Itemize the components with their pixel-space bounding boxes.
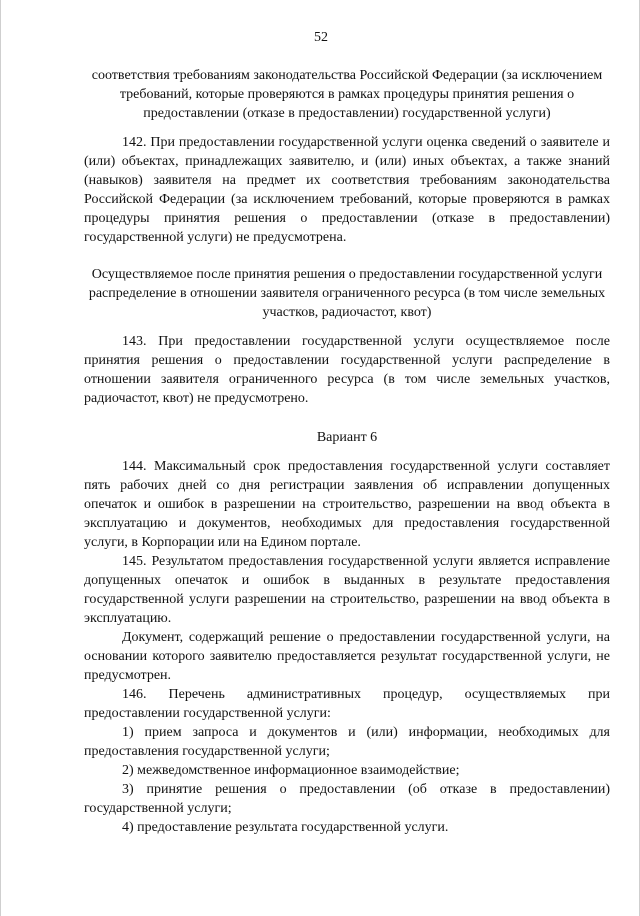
list-item-4: 4) предоставление результата государственной услуги. bbox=[122, 820, 449, 835]
list-item-2: 2) межведомственное информационное взаимодействие; bbox=[122, 763, 460, 778]
list-item-3: 3) принятие решения о предоставлении (об отказе в предоставлении) государственной услуги; bbox=[84, 782, 610, 816]
paragraph-142: 142. При предоставлении государственной услуги оценка сведений о заявителе и (или) объектах, принадлежащих заявителю, и (или) иных объектах, а также знаний (навыков) заявителя на предмет их соответствия требованиям законодательства Российской Федерации (за исключением требований, которые проверяются в рамках процедуры принятия решения о предоставлении (отказе в предоставлении) государственной услуги) не предусмотрена. bbox=[84, 135, 610, 245]
paragraph-144: 144. Максимальный срок предоставления государственной услуги составляет пять рабочих дней со дня регистрации заявления об исправлении допущенных опечаток и ошибок в разрешении на строительство, разрешении на ввод объекта в эксплуатацию и документов, необходимых для предоставления государственной услуги, в Корпорации или на Едином портале. bbox=[84, 459, 610, 550]
list-item-1: 1) прием запроса и документов и (или) информации, необходимых для предоставления государственной услуги; bbox=[84, 725, 610, 759]
section-heading-resource: Осуществляемое после принятия решения о предоставлении государственной услуги распределение в отношении заявителя ограниченного ресурса (в том числе земельных участков, радиочастот, квот) bbox=[88, 267, 606, 320]
section-heading-variant: Вариант 6 bbox=[316, 430, 378, 445]
paragraph-145: 145. Результатом предоставления государственной услуги является исправление допущенных опечаток и ошибок в выданных в результате предоставления государственной услуги разрешении на строительство, разрешении на ввод объекта в эксплуатацию. bbox=[84, 554, 610, 626]
paragraph-146: 146. Перечень административных процедур, осуществляемых при предоставлении государственной услуги: bbox=[84, 687, 610, 721]
paragraph-143: 143. При предоставлении государственной услуги осуществляемое после принятия решения о предоставлении государственной услуги распределение в отношении заявителя ограниченного ресурса (в том числе земельных участков, радиочастот, квот) не предусмотрено. bbox=[84, 334, 610, 406]
paragraph-145-document: Документ, содержащий решение о предоставлении государственной услуги, на основании которого заявителю предоставляется результат государственной услуги, не предусмотрен. bbox=[84, 630, 610, 683]
page-number: 52 bbox=[314, 30, 328, 45]
intro-continuation: соответствия требованиям законодательства Российской Федерации (за исключением требований, которые проверяются в рамках процедуры принятия решения о предоставлении (отказе в предоставлении) государственной услуги) bbox=[91, 68, 603, 121]
document-body bbox=[84, 66, 610, 837]
